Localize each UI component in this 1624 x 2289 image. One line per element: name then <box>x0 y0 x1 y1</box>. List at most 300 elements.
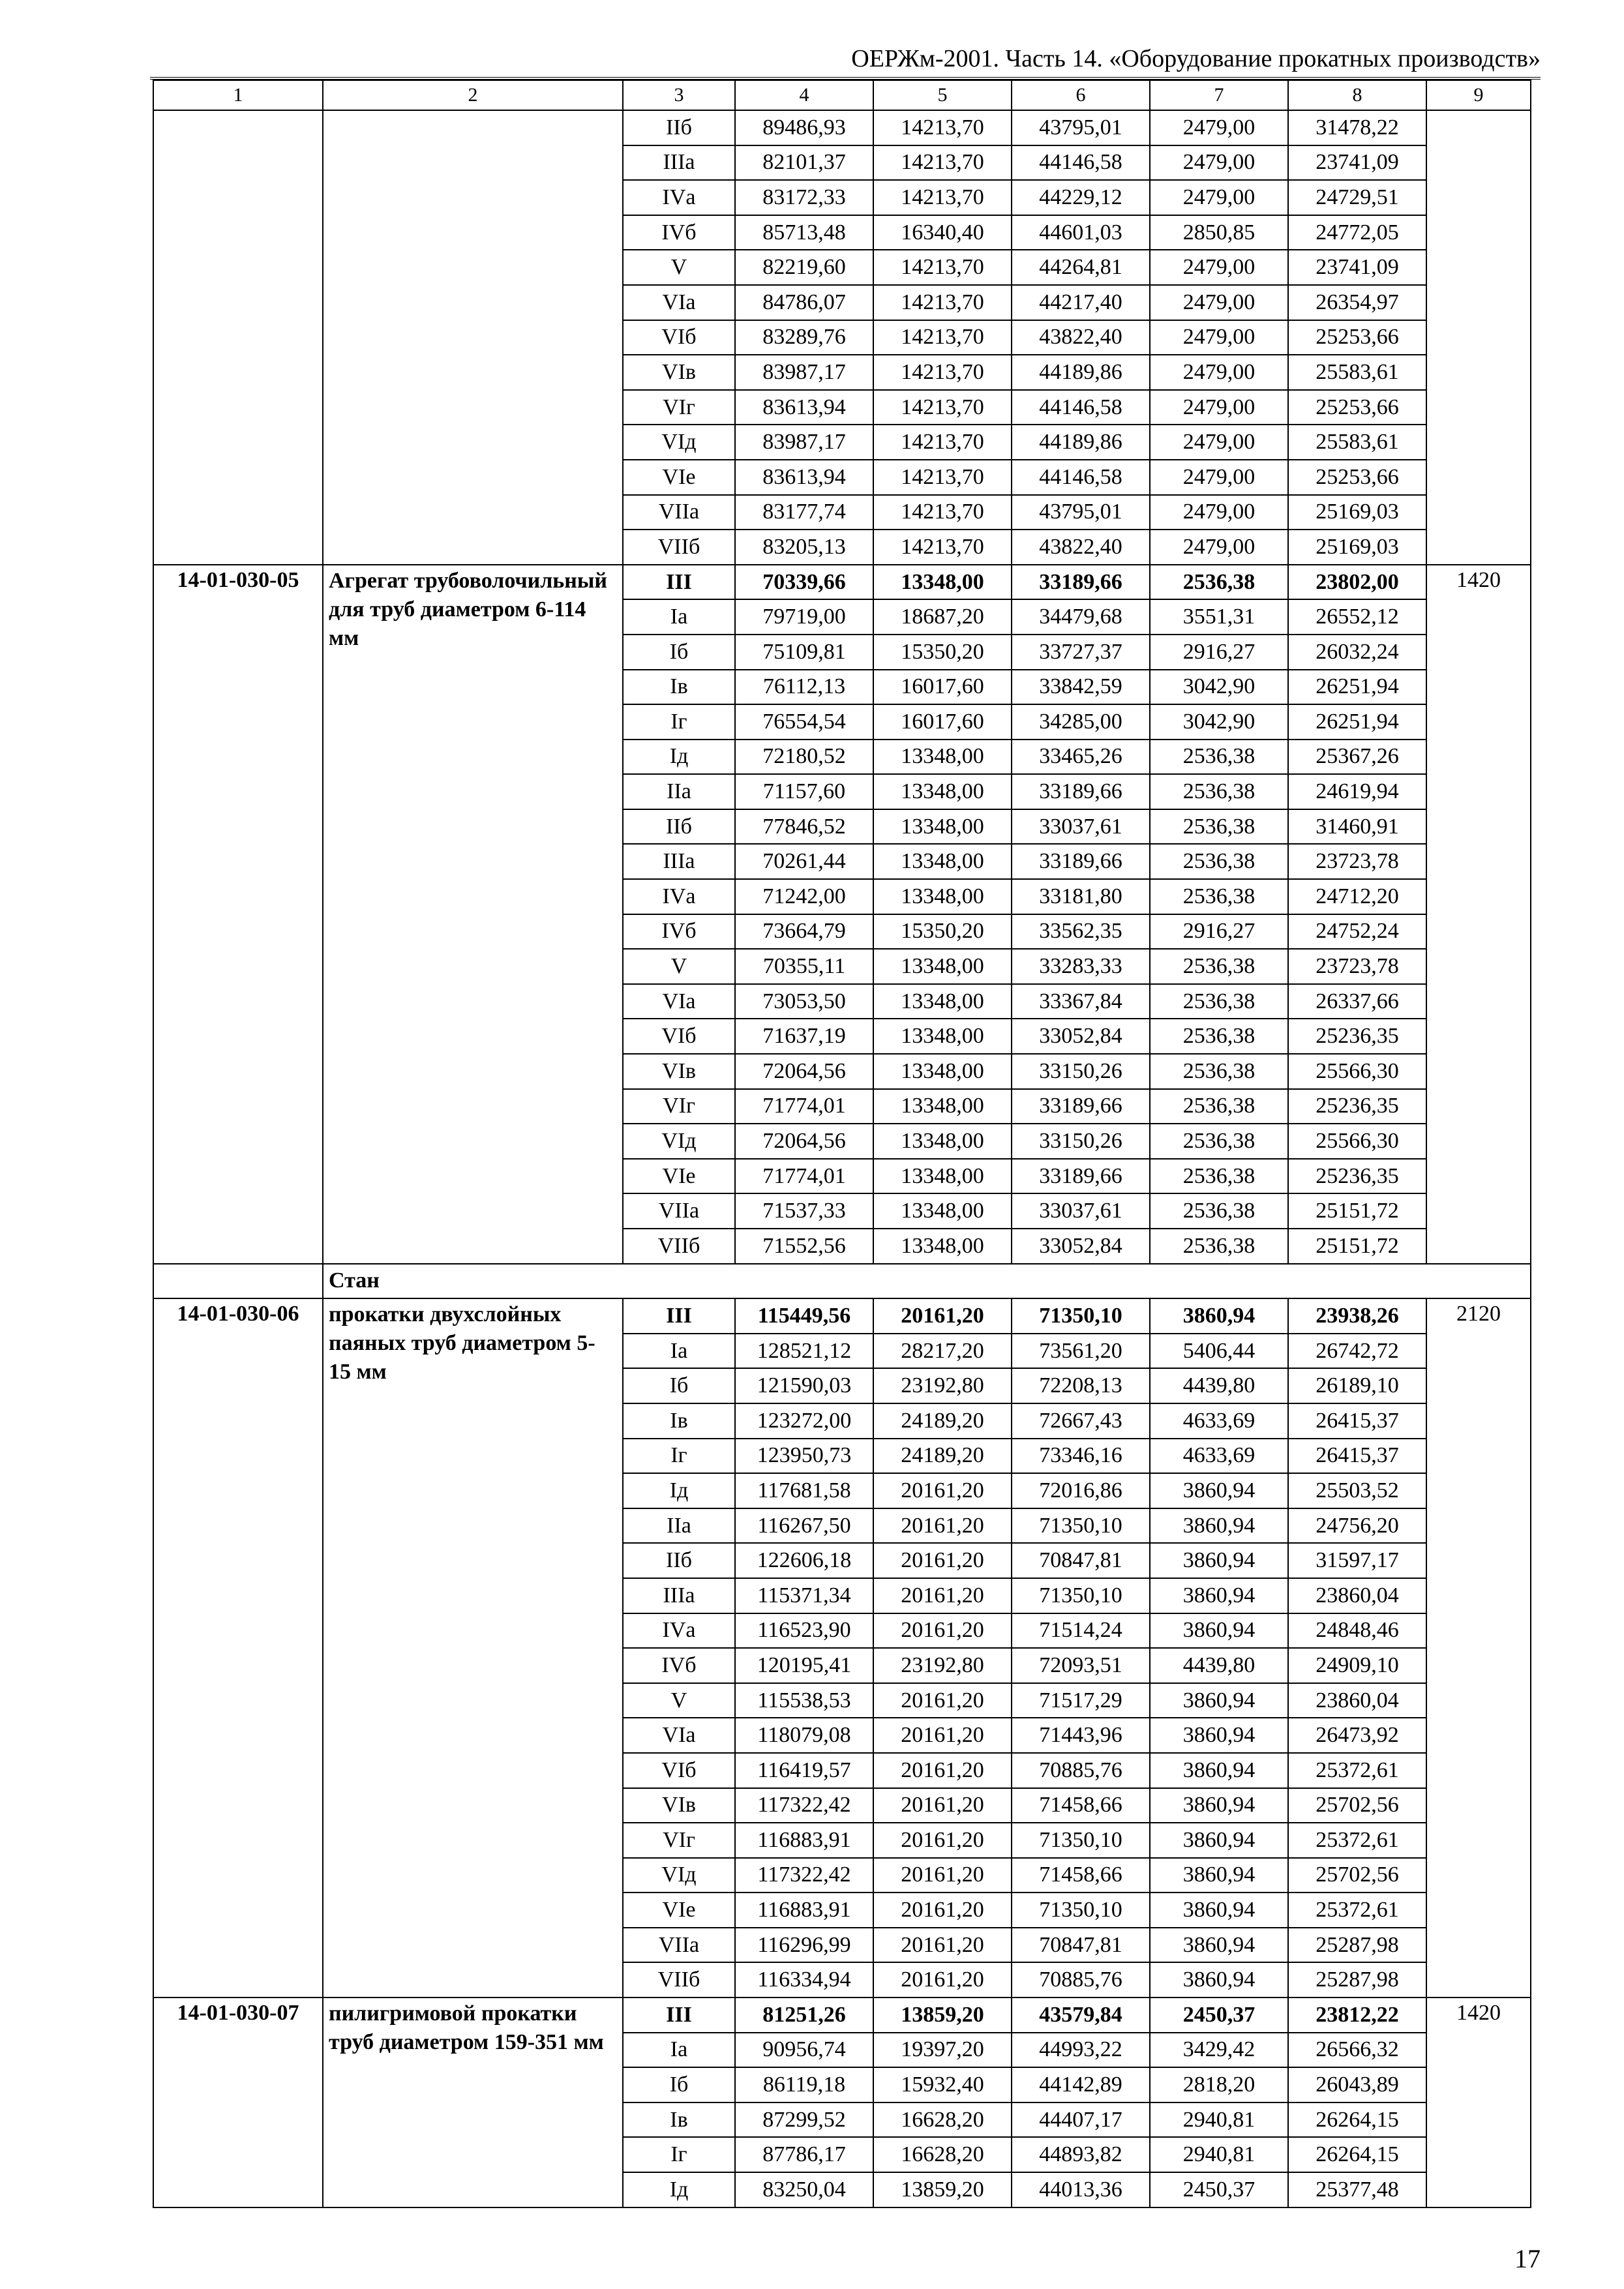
value-cell: 85713,48 <box>735 215 873 250</box>
value-cell: 43795,01 <box>1012 495 1150 530</box>
value-cell: 14213,70 <box>873 425 1012 460</box>
value-cell: 3860,94 <box>1150 1718 1288 1753</box>
value-cell: 83177,74 <box>735 495 873 530</box>
value-cell: 2536,38 <box>1150 1089 1288 1124</box>
value-cell: 72093,51 <box>1012 1648 1150 1683</box>
value-cell: 118079,08 <box>735 1718 873 1753</box>
value-cell: 82219,60 <box>735 250 873 285</box>
value-cell: 33367,84 <box>1012 984 1150 1019</box>
value-cell: 71350,10 <box>1012 1823 1150 1858</box>
value-cell: 43822,40 <box>1012 320 1150 355</box>
value-cell: 23741,09 <box>1288 250 1426 285</box>
name-cell <box>323 110 623 565</box>
value-cell: 2940,81 <box>1150 2137 1288 2172</box>
value-cell: 70885,76 <box>1012 1962 1150 1997</box>
value-cell: 13348,00 <box>873 774 1012 809</box>
value-cell: 116883,91 <box>735 1823 873 1858</box>
value-cell: 4439,80 <box>1150 1368 1288 1403</box>
zone-cell: Iв <box>623 1403 735 1439</box>
zone-cell: Iг <box>623 2137 735 2172</box>
value-cell: 3042,90 <box>1150 704 1288 740</box>
table-row <box>153 1298 1531 1334</box>
value-cell: 13348,00 <box>873 740 1012 775</box>
value-cell: 2479,00 <box>1150 145 1288 181</box>
value-cell: 87786,17 <box>735 2137 873 2172</box>
value-cell: 2536,38 <box>1150 1193 1288 1229</box>
value-cell: 23938,26 <box>1288 1298 1426 1334</box>
value-cell: 2479,00 <box>1150 320 1288 355</box>
value-cell: 23860,04 <box>1288 1578 1426 1613</box>
value-cell: 115538,53 <box>735 1683 873 1718</box>
value-cell: 71350,10 <box>1012 1508 1150 1544</box>
value-cell: 33283,33 <box>1012 949 1150 984</box>
value-cell: 25377,48 <box>1288 2172 1426 2207</box>
value-cell: 122606,18 <box>735 1543 873 1578</box>
value-cell: 24772,05 <box>1288 215 1426 250</box>
value-cell: 44189,86 <box>1012 425 1150 460</box>
zone-cell: VIа <box>623 984 735 1019</box>
zone-cell: IIб <box>623 809 735 845</box>
value-cell: 73053,50 <box>735 984 873 1019</box>
value-cell: 20161,20 <box>873 1962 1012 1997</box>
value-cell: 31460,91 <box>1288 809 1426 845</box>
value-cell: 23192,80 <box>873 1648 1012 1683</box>
value-cell: 2536,38 <box>1150 1229 1288 1264</box>
value-cell: 2479,00 <box>1150 495 1288 530</box>
value-cell: 16628,20 <box>873 2102 1012 2138</box>
value-cell: 13348,00 <box>873 1054 1012 1089</box>
value-cell: 44146,58 <box>1012 145 1150 181</box>
zone-cell: VIе <box>623 460 735 495</box>
value-cell: 71774,01 <box>735 1089 873 1124</box>
value-cell: 116334,94 <box>735 1962 873 1997</box>
value-cell: 115371,34 <box>735 1578 873 1613</box>
value-cell: 24848,46 <box>1288 1613 1426 1649</box>
value-cell: 123950,73 <box>735 1439 873 1474</box>
zone-cell: VIв <box>623 355 735 390</box>
value-cell: 31597,17 <box>1288 1543 1426 1578</box>
value-cell: 13348,00 <box>873 984 1012 1019</box>
value-cell: 71350,10 <box>1012 1578 1150 1613</box>
value-cell: 76554,54 <box>735 704 873 740</box>
value-cell: 3860,94 <box>1150 1753 1288 1788</box>
zone-cell: VIIб <box>623 1962 735 1997</box>
value-cell: 33189,66 <box>1012 1159 1150 1194</box>
zone-cell: Iд <box>623 740 735 775</box>
value-cell: 116419,57 <box>735 1753 873 1788</box>
value-cell: 13348,00 <box>873 879 1012 914</box>
value-cell: 25372,61 <box>1288 1893 1426 1928</box>
value-cell: 2536,38 <box>1150 984 1288 1019</box>
value-cell: 4633,69 <box>1150 1403 1288 1439</box>
value-cell: 20161,20 <box>873 1928 1012 1963</box>
value-cell: 2536,38 <box>1150 1054 1288 1089</box>
value-cell: 19397,20 <box>873 2033 1012 2068</box>
header-title: ОЕРЖм-2001. Часть 14. «Оборудование прокатных производств» <box>851 45 1541 72</box>
value-cell: 3860,94 <box>1150 1473 1288 1508</box>
value-cell: 73346,16 <box>1012 1439 1150 1474</box>
value-cell: 26566,32 <box>1288 2033 1426 2068</box>
zone-cell: III <box>623 1997 735 2033</box>
value-cell: 25287,98 <box>1288 1962 1426 1997</box>
column-number: 9 <box>1426 80 1531 110</box>
value-cell: 71637,19 <box>735 1019 873 1054</box>
value-cell: 23192,80 <box>873 1368 1012 1403</box>
value-cell: 13348,00 <box>873 1019 1012 1054</box>
value-cell: 25372,61 <box>1288 1753 1426 1788</box>
value-cell: 25287,98 <box>1288 1928 1426 1963</box>
zone-cell: Iа <box>623 1334 735 1369</box>
value-cell: 13348,00 <box>873 809 1012 845</box>
zone-cell: VIб <box>623 1019 735 1054</box>
value-cell: 2479,00 <box>1150 250 1288 285</box>
value-cell: 44893,82 <box>1012 2137 1150 2172</box>
value-cell: 20161,20 <box>873 1893 1012 1928</box>
value-cell: 2479,00 <box>1150 180 1288 215</box>
value-cell: 44146,58 <box>1012 460 1150 495</box>
value-cell: 24189,20 <box>873 1439 1012 1474</box>
value-cell: 87299,52 <box>735 2102 873 2138</box>
value-cell: 16017,60 <box>873 704 1012 740</box>
column-number: 2 <box>323 80 623 110</box>
value-cell: 44993,22 <box>1012 2033 1150 2068</box>
value-cell: 73664,79 <box>735 914 873 950</box>
value-cell: 116267,50 <box>735 1508 873 1544</box>
value-cell: 26251,94 <box>1288 670 1426 705</box>
value-cell: 26473,92 <box>1288 1718 1426 1753</box>
zone-cell: VIе <box>623 1893 735 1928</box>
value-cell: 117322,42 <box>735 1858 873 1893</box>
value-cell: 82101,37 <box>735 145 873 181</box>
value-cell: 89486,93 <box>735 110 873 145</box>
value-cell: 26415,37 <box>1288 1439 1426 1474</box>
value-cell: 3860,94 <box>1150 1298 1288 1334</box>
value-cell: 2450,37 <box>1150 1997 1288 2033</box>
value-cell: 117322,42 <box>735 1788 873 1823</box>
value-cell: 26337,66 <box>1288 984 1426 1019</box>
value-cell: 43822,40 <box>1012 530 1150 565</box>
zone-cell: VIд <box>623 425 735 460</box>
value-cell: 3860,94 <box>1150 1858 1288 1893</box>
value-cell: 83613,94 <box>735 390 873 425</box>
value-cell: 86119,18 <box>735 2067 873 2102</box>
value-cell: 73561,20 <box>1012 1334 1150 1369</box>
value-cell: 26251,94 <box>1288 704 1426 740</box>
value-cell: 71157,60 <box>735 774 873 809</box>
value-cell: 20161,20 <box>873 1473 1012 1508</box>
zone-cell: V <box>623 250 735 285</box>
zone-cell: VIг <box>623 1823 735 1858</box>
value-cell: 117681,58 <box>735 1473 873 1508</box>
col9-cell <box>1426 110 1531 565</box>
value-cell: 70885,76 <box>1012 1753 1150 1788</box>
value-cell: 79719,00 <box>735 599 873 635</box>
zone-cell: IVб <box>623 215 735 250</box>
value-cell: 128521,12 <box>735 1334 873 1369</box>
item-col9: 1420 <box>1426 1997 1531 2207</box>
value-cell: 2479,00 <box>1150 285 1288 320</box>
value-cell: 25253,66 <box>1288 460 1426 495</box>
value-cell: 13348,00 <box>873 1159 1012 1194</box>
value-cell: 2916,27 <box>1150 914 1288 950</box>
value-cell: 83289,76 <box>735 320 873 355</box>
value-cell: 13348,00 <box>873 565 1012 600</box>
value-cell: 2479,00 <box>1150 110 1288 145</box>
document-header <box>150 40 1541 80</box>
value-cell: 72016,86 <box>1012 1473 1150 1508</box>
value-cell: 43579,84 <box>1012 1997 1150 2033</box>
zone-cell: VIб <box>623 1753 735 1788</box>
value-cell: 77846,52 <box>735 809 873 845</box>
value-cell: 33037,61 <box>1012 1193 1150 1229</box>
value-cell: 26032,24 <box>1288 635 1426 670</box>
value-cell: 20161,20 <box>873 1298 1012 1334</box>
value-cell: 25236,35 <box>1288 1019 1426 1054</box>
zone-cell: Iб <box>623 1368 735 1403</box>
zone-cell: VIIб <box>623 530 735 565</box>
price-table <box>153 80 1531 2208</box>
value-cell: 13348,00 <box>873 1229 1012 1264</box>
value-cell: 20161,20 <box>873 1508 1012 1544</box>
value-cell: 18687,20 <box>873 599 1012 635</box>
value-cell: 15932,40 <box>873 2067 1012 2102</box>
value-cell: 2536,38 <box>1150 1159 1288 1194</box>
value-cell: 25151,72 <box>1288 1229 1426 1264</box>
value-cell: 26552,12 <box>1288 599 1426 635</box>
zone-cell: Iб <box>623 635 735 670</box>
value-cell: 76112,13 <box>735 670 873 705</box>
value-cell: 3860,94 <box>1150 1823 1288 1858</box>
value-cell: 28217,20 <box>873 1334 1012 1369</box>
value-cell: 3860,94 <box>1150 1683 1288 1718</box>
zone-cell: VIг <box>623 1089 735 1124</box>
zone-cell: IVб <box>623 914 735 950</box>
value-cell: 2818,20 <box>1150 2067 1288 2102</box>
column-number: 5 <box>873 80 1012 110</box>
zone-cell: Iа <box>623 599 735 635</box>
value-cell: 123272,00 <box>735 1403 873 1439</box>
value-cell: 23802,00 <box>1288 565 1426 600</box>
value-cell: 25566,30 <box>1288 1054 1426 1089</box>
value-cell: 2850,85 <box>1150 215 1288 250</box>
value-cell: 3860,94 <box>1150 1962 1288 1997</box>
zone-cell: VIIа <box>623 495 735 530</box>
value-cell: 71517,29 <box>1012 1683 1150 1718</box>
value-cell: 20161,20 <box>873 1718 1012 1753</box>
value-cell: 44601,03 <box>1012 215 1150 250</box>
column-number: 3 <box>623 80 735 110</box>
value-cell: 33562,35 <box>1012 914 1150 950</box>
item-col9: 2120 <box>1426 1298 1531 1997</box>
value-cell: 26415,37 <box>1288 1403 1426 1439</box>
value-cell: 14213,70 <box>873 145 1012 181</box>
value-cell: 14213,70 <box>873 180 1012 215</box>
value-cell: 71458,66 <box>1012 1788 1150 1823</box>
zone-cell: IIб <box>623 110 735 145</box>
value-cell: 33465,26 <box>1012 740 1150 775</box>
zone-cell: Iа <box>623 2033 735 2068</box>
table-body <box>153 80 1531 2207</box>
zone-cell: Iд <box>623 1473 735 1508</box>
value-cell: 13348,00 <box>873 949 1012 984</box>
value-cell: 33037,61 <box>1012 809 1150 845</box>
value-cell: 33189,66 <box>1012 844 1150 879</box>
value-cell: 25702,56 <box>1288 1858 1426 1893</box>
value-cell: 81251,26 <box>735 1997 873 2033</box>
zone-cell: V <box>623 949 735 984</box>
value-cell: 4633,69 <box>1150 1439 1288 1474</box>
value-cell: 44407,17 <box>1012 2102 1150 2138</box>
zone-cell: IIIа <box>623 145 735 181</box>
value-cell: 3042,90 <box>1150 670 1288 705</box>
value-cell: 20161,20 <box>873 1578 1012 1613</box>
value-cell: 23723,78 <box>1288 949 1426 984</box>
zone-cell: III <box>623 565 735 600</box>
value-cell: 71350,10 <box>1012 1298 1150 1334</box>
value-cell: 2536,38 <box>1150 844 1288 879</box>
value-cell: 23741,09 <box>1288 145 1426 181</box>
value-cell: 14213,70 <box>873 285 1012 320</box>
value-cell: 20161,20 <box>873 1683 1012 1718</box>
zone-cell: Iг <box>623 1439 735 1474</box>
value-cell: 23723,78 <box>1288 844 1426 879</box>
zone-cell: IIа <box>623 1508 735 1544</box>
value-cell: 24909,10 <box>1288 1648 1426 1683</box>
item-code: 14-01-030-07 <box>153 1997 323 2207</box>
value-cell: 2536,38 <box>1150 1124 1288 1159</box>
zone-cell: VIа <box>623 1718 735 1753</box>
zone-cell: IVа <box>623 180 735 215</box>
value-cell: 25566,30 <box>1288 1124 1426 1159</box>
value-cell: 83613,94 <box>735 460 873 495</box>
zone-cell: VIд <box>623 1124 735 1159</box>
value-cell: 44146,58 <box>1012 390 1150 425</box>
value-cell: 71443,96 <box>1012 1718 1150 1753</box>
value-cell: 31478,22 <box>1288 110 1426 145</box>
section-spacer <box>153 1264 323 1299</box>
value-cell: 4439,80 <box>1150 1648 1288 1683</box>
value-cell: 13859,20 <box>873 2172 1012 2207</box>
value-cell: 13348,00 <box>873 844 1012 879</box>
zone-cell: IIIа <box>623 1578 735 1613</box>
value-cell: 33150,26 <box>1012 1054 1150 1089</box>
value-cell: 70339,66 <box>735 565 873 600</box>
value-cell: 3860,94 <box>1150 1788 1288 1823</box>
value-cell: 2536,38 <box>1150 565 1288 600</box>
value-cell: 25253,66 <box>1288 390 1426 425</box>
value-cell: 20161,20 <box>873 1613 1012 1649</box>
value-cell: 14213,70 <box>873 460 1012 495</box>
value-cell: 24729,51 <box>1288 180 1426 215</box>
zone-cell: VIг <box>623 390 735 425</box>
value-cell: 2536,38 <box>1150 774 1288 809</box>
zone-cell: V <box>623 1683 735 1718</box>
value-cell: 83987,17 <box>735 355 873 390</box>
value-cell: 83205,13 <box>735 530 873 565</box>
zone-cell: IIIа <box>623 844 735 879</box>
value-cell: 25236,35 <box>1288 1159 1426 1194</box>
value-cell: 70355,11 <box>735 949 873 984</box>
table-row <box>153 565 1531 600</box>
zone-cell: Iг <box>623 704 735 740</box>
value-cell: 2479,00 <box>1150 530 1288 565</box>
value-cell: 14213,70 <box>873 390 1012 425</box>
value-cell: 3860,94 <box>1150 1543 1288 1578</box>
value-cell: 20161,20 <box>873 1858 1012 1893</box>
zone-cell: Iв <box>623 2102 735 2138</box>
value-cell: 24756,20 <box>1288 1508 1426 1544</box>
value-cell: 121590,03 <box>735 1368 873 1403</box>
value-cell: 13859,20 <box>873 1997 1012 2033</box>
value-cell: 23860,04 <box>1288 1683 1426 1718</box>
value-cell: 2536,38 <box>1150 809 1288 845</box>
zone-cell: VIа <box>623 285 735 320</box>
value-cell: 44189,86 <box>1012 355 1150 390</box>
value-cell: 83172,33 <box>735 180 873 215</box>
zone-cell: IVб <box>623 1648 735 1683</box>
item-name: пилигримовой прокатки труб диаметром 159-351 мм <box>323 1997 623 2207</box>
value-cell: 2479,00 <box>1150 390 1288 425</box>
value-cell: 70847,81 <box>1012 1928 1150 1963</box>
value-cell: 70261,44 <box>735 844 873 879</box>
item-col9: 1420 <box>1426 565 1531 1264</box>
value-cell: 20161,20 <box>873 1543 1012 1578</box>
value-cell: 25583,61 <box>1288 355 1426 390</box>
value-cell: 44264,81 <box>1012 250 1150 285</box>
value-cell: 2479,00 <box>1150 355 1288 390</box>
value-cell: 71242,00 <box>735 879 873 914</box>
value-cell: 75109,81 <box>735 635 873 670</box>
value-cell: 2940,81 <box>1150 2102 1288 2138</box>
value-cell: 13348,00 <box>873 1124 1012 1159</box>
value-cell: 26264,15 <box>1288 2137 1426 2172</box>
value-cell: 13348,00 <box>873 1193 1012 1229</box>
value-cell: 33189,66 <box>1012 774 1150 809</box>
value-cell: 33189,66 <box>1012 1089 1150 1124</box>
value-cell: 3860,94 <box>1150 1613 1288 1649</box>
value-cell: 2536,38 <box>1150 1019 1288 1054</box>
zone-cell: IIб <box>623 1543 735 1578</box>
value-cell: 24752,24 <box>1288 914 1426 950</box>
value-cell: 44217,40 <box>1012 285 1150 320</box>
column-number: 1 <box>153 80 323 110</box>
page-number: 17 <box>1514 2244 1541 2273</box>
value-cell: 2479,00 <box>1150 460 1288 495</box>
value-cell: 15350,20 <box>873 635 1012 670</box>
value-cell: 25367,26 <box>1288 740 1426 775</box>
value-cell: 14213,70 <box>873 495 1012 530</box>
value-cell: 26189,10 <box>1288 1368 1426 1403</box>
value-cell: 25236,35 <box>1288 1089 1426 1124</box>
value-cell: 25583,61 <box>1288 425 1426 460</box>
value-cell: 25372,61 <box>1288 1823 1426 1858</box>
value-cell: 20161,20 <box>873 1788 1012 1823</box>
zone-cell: VIе <box>623 1159 735 1194</box>
value-cell: 3429,42 <box>1150 2033 1288 2068</box>
value-cell: 3860,94 <box>1150 1893 1288 1928</box>
value-cell: 34479,68 <box>1012 599 1150 635</box>
value-cell: 44142,89 <box>1012 2067 1150 2102</box>
section-title: Стан <box>323 1264 1531 1299</box>
value-cell: 14213,70 <box>873 250 1012 285</box>
value-cell: 5406,44 <box>1150 1334 1288 1369</box>
value-cell: 13348,00 <box>873 1089 1012 1124</box>
zone-cell: IIа <box>623 774 735 809</box>
value-cell: 72180,52 <box>735 740 873 775</box>
value-cell: 72064,56 <box>735 1124 873 1159</box>
value-cell: 16628,20 <box>873 2137 1012 2172</box>
item-code: 14-01-030-05 <box>153 565 323 1264</box>
